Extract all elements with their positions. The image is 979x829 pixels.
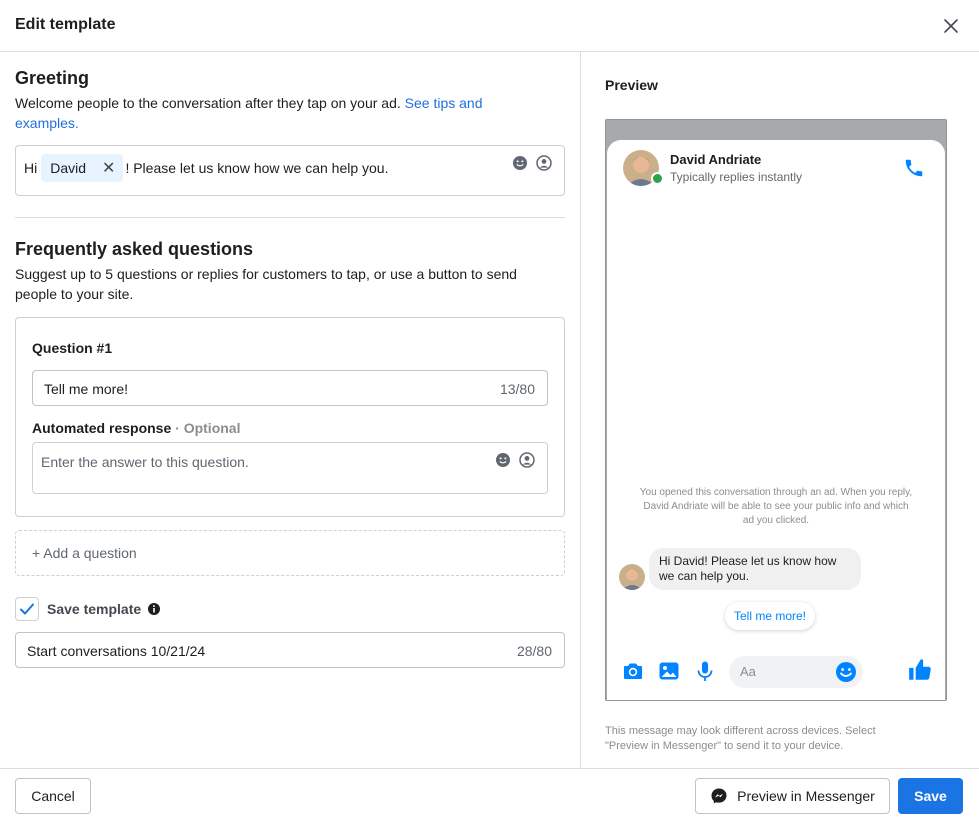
info-icon[interactable] — [147, 602, 161, 616]
add-question-label: + Add a question — [32, 545, 137, 561]
greeting-heading: Greeting — [15, 68, 90, 88]
image-icon[interactable] — [657, 659, 681, 683]
composer-placeholder: Aa — [740, 664, 756, 679]
faq-description-line2: people to your site. — [15, 286, 134, 302]
greeting-description-text: Welcome people to the conversation after they tap on your ad. — [15, 95, 401, 111]
preview-disclaimer-line2: "Preview in Messenger" to send it to your device. — [605, 740, 844, 752]
contact-name: David Andriate — [670, 152, 762, 167]
name-token-label: David — [50, 160, 87, 176]
composer-bar — [607, 654, 945, 688]
microphone-icon[interactable] — [693, 659, 717, 683]
question-input[interactable] — [32, 370, 548, 406]
messenger-screen — [607, 140, 945, 700]
camera-icon[interactable] — [621, 659, 645, 683]
save-template-checkbox[interactable] — [15, 597, 39, 621]
greeting-prefix: Hi — [24, 160, 38, 176]
save-template-row — [15, 597, 161, 621]
faq-description — [15, 264, 565, 304]
preview-in-messenger-label: Preview in Messenger — [737, 788, 875, 804]
greeting-description — [15, 93, 555, 133]
emoji-icon[interactable] — [834, 660, 858, 684]
editor-pane — [0, 52, 581, 768]
quick-reply-button[interactable]: Tell me more! — [725, 602, 815, 630]
question-title: Question #1 — [32, 340, 113, 356]
faq-description-line1: Suggest up to 5 questions or replies for customers to tap, or use a button to send — [15, 266, 517, 282]
checkmark-icon — [18, 600, 36, 618]
preview-pane — [581, 52, 979, 768]
greeting-field[interactable] — [15, 145, 565, 196]
thumbs-up-icon[interactable] — [907, 657, 931, 681]
personalize-icon[interactable] — [519, 452, 535, 468]
contact-status: Typically replies instantly — [670, 170, 803, 184]
close-icon[interactable] — [939, 14, 963, 38]
online-status-dot — [651, 172, 664, 185]
preview-disclaimer-line1: This message may look different across devices. Select — [605, 725, 876, 737]
cancel-button[interactable]: Cancel — [15, 778, 91, 814]
preview-in-messenger-button[interactable] — [695, 778, 890, 814]
ad-notice: You opened this conversation through an ad. When you reply, David Andriate will be able to see your public info and which ad you clicked. — [639, 487, 913, 526]
automated-response-title: Automated response — [32, 420, 172, 436]
question-char-count: 13/80 — [499, 381, 535, 397]
automated-response-input[interactable] — [32, 442, 548, 494]
modal-header — [0, 0, 979, 52]
modal-title: Edit template — [15, 16, 116, 33]
automated-response-label — [32, 420, 240, 436]
add-question-button[interactable] — [15, 530, 565, 576]
personalize-icon[interactable] — [536, 155, 552, 171]
message-composer-input[interactable] — [729, 656, 863, 688]
messenger-icon — [710, 787, 728, 805]
question-value: Tell me more! — [44, 381, 129, 397]
section-divider — [15, 217, 565, 218]
preview-disclaimer — [605, 724, 925, 754]
optional-separator: · — [171, 420, 184, 436]
optional-tag: Optional — [183, 420, 241, 436]
modal-footer — [0, 768, 979, 829]
emoji-icon[interactable] — [512, 155, 528, 171]
emoji-icon[interactable] — [495, 452, 511, 468]
tips-link[interactable]: See tips and — [404, 95, 483, 111]
tips-link-continued[interactable]: examples. — [15, 115, 79, 131]
greeting-field-tools — [512, 155, 552, 171]
save-button[interactable]: Save — [898, 778, 963, 814]
response-field-tools — [495, 452, 535, 468]
name-token-chip[interactable] — [41, 154, 123, 182]
preview-heading: Preview — [605, 77, 658, 93]
question-card — [15, 317, 565, 517]
phone-preview — [605, 119, 947, 701]
template-name-char-count: 28/80 — [516, 643, 552, 659]
template-name-value: Start conversations 10/21/24 — [27, 643, 206, 659]
greeting-message — [24, 146, 388, 190]
save-template-label: Save template — [47, 601, 142, 617]
message-avatar — [619, 564, 645, 590]
phone-call-icon[interactable] — [903, 157, 925, 179]
automated-response-placeholder: Enter the answer to this question. — [41, 454, 249, 470]
greeting-bubble: Hi David! Please let us know how we can help you. — [649, 548, 861, 590]
greeting-suffix: ! Please let us know how we can help you. — [125, 160, 389, 176]
remove-token-icon[interactable]: ✕ — [102, 160, 116, 177]
template-name-input[interactable] — [15, 632, 565, 668]
faq-heading: Frequently asked questions — [15, 239, 254, 259]
